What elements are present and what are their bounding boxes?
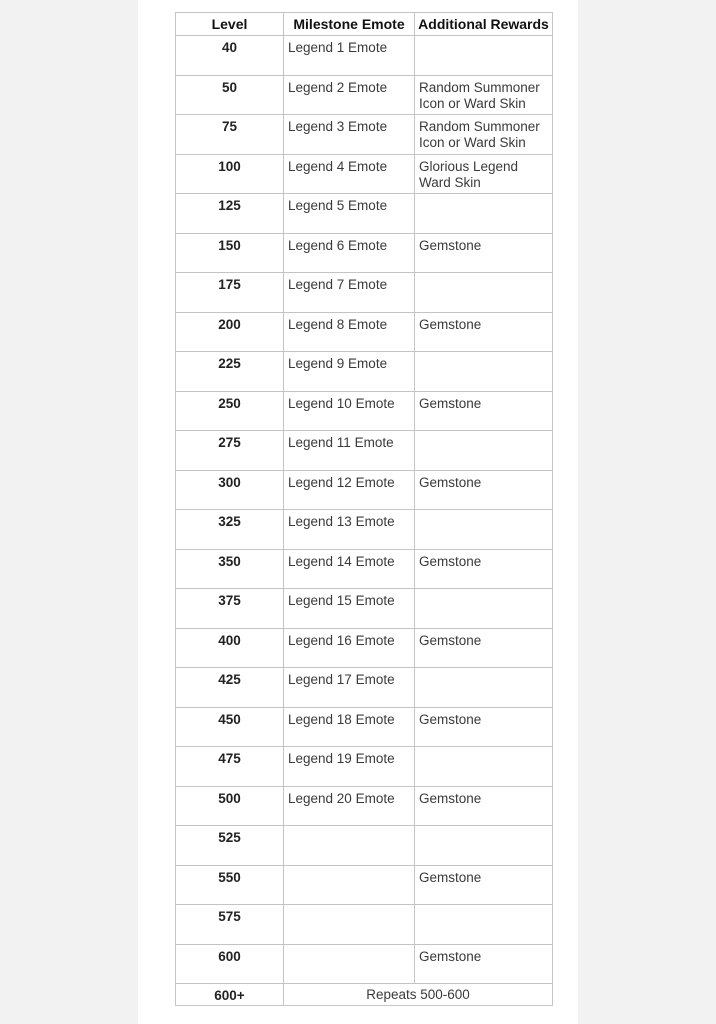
cell-level: 200 (176, 312, 284, 352)
cell-milestone-emote: Legend 7 Emote (284, 273, 415, 313)
table-row (176, 115, 553, 155)
cell-additional-reward: Gemstone (415, 628, 553, 668)
table-row (176, 589, 553, 629)
cell-level: 450 (176, 707, 284, 747)
cell-milestone-emote: Legend 11 Emote (284, 431, 415, 471)
cell-milestone-emote: Legend 17 Emote (284, 668, 415, 708)
cell-level: 100 (176, 154, 284, 194)
cell-level: 550 (176, 865, 284, 905)
cell-level: 475 (176, 747, 284, 787)
table-row (176, 391, 553, 431)
table-row (176, 36, 553, 76)
table-row (176, 194, 553, 234)
cell-level: 50 (176, 75, 284, 115)
cell-milestone-emote: Legend 10 Emote (284, 391, 415, 431)
cell-additional-reward (415, 194, 553, 234)
cell-milestone-emote: Legend 18 Emote (284, 707, 415, 747)
cell-level: 75 (176, 115, 284, 155)
cell-level: 500 (176, 786, 284, 826)
cell-level: 425 (176, 668, 284, 708)
cell-level: 525 (176, 826, 284, 866)
table-row (176, 431, 553, 471)
table-row (176, 549, 553, 589)
cell-additional-reward (415, 431, 553, 471)
cell-additional-reward: Gemstone (415, 391, 553, 431)
cell-milestone-emote: Legend 12 Emote (284, 470, 415, 510)
cell-additional-reward (415, 510, 553, 550)
cell-level: 125 (176, 194, 284, 234)
table-row (176, 747, 553, 787)
cell-level: 600+ (176, 984, 284, 1006)
cell-milestone-emote: Legend 5 Emote (284, 194, 415, 234)
cell-level: 40 (176, 36, 284, 76)
table-row-footer (176, 984, 553, 1006)
cell-additional-reward (415, 589, 553, 629)
cell-additional-reward: Gemstone (415, 865, 553, 905)
table-row (176, 510, 553, 550)
cell-additional-reward (415, 668, 553, 708)
table-row (176, 312, 553, 352)
cell-milestone-emote: Legend 3 Emote (284, 115, 415, 155)
cell-repeats-note: Repeats 500-600 (284, 984, 553, 1006)
cell-milestone-emote: Legend 8 Emote (284, 312, 415, 352)
cell-additional-reward (415, 747, 553, 787)
cell-milestone-emote (284, 865, 415, 905)
table-row (176, 273, 553, 313)
table-row (176, 154, 553, 194)
cell-additional-reward: Glorious Legend Ward Skin (415, 154, 553, 194)
rewards-table (175, 12, 553, 1006)
cell-level: 300 (176, 470, 284, 510)
cell-additional-reward: Gemstone (415, 470, 553, 510)
table-row (176, 470, 553, 510)
cell-additional-reward: Random Summoner Icon or Ward Skin (415, 75, 553, 115)
cell-milestone-emote: Legend 6 Emote (284, 233, 415, 273)
cell-additional-reward: Gemstone (415, 707, 553, 747)
cell-milestone-emote: Legend 20 Emote (284, 786, 415, 826)
cell-milestone-emote: Legend 13 Emote (284, 510, 415, 550)
cell-milestone-emote: Legend 16 Emote (284, 628, 415, 668)
cell-milestone-emote: Legend 1 Emote (284, 36, 415, 76)
table-row (176, 865, 553, 905)
table-row (176, 628, 553, 668)
cell-level: 575 (176, 905, 284, 945)
table-row (176, 786, 553, 826)
cell-level: 400 (176, 628, 284, 668)
cell-additional-reward (415, 273, 553, 313)
table-row (176, 905, 553, 945)
table-header-row (176, 13, 553, 36)
header-level: Level (176, 13, 284, 36)
cell-milestone-emote: Legend 4 Emote (284, 154, 415, 194)
cell-additional-reward (415, 352, 553, 392)
header-milestone-emote: Milestone Emote (284, 13, 415, 36)
cell-level: 250 (176, 391, 284, 431)
table-row (176, 668, 553, 708)
cell-milestone-emote: Legend 9 Emote (284, 352, 415, 392)
cell-milestone-emote (284, 905, 415, 945)
cell-level: 275 (176, 431, 284, 471)
table-row (176, 233, 553, 273)
header-additional-rewards: Additional Rewards (415, 13, 553, 36)
cell-additional-reward: Gemstone (415, 549, 553, 589)
cell-level: 225 (176, 352, 284, 392)
cell-level: 325 (176, 510, 284, 550)
cell-additional-reward: Gemstone (415, 312, 553, 352)
table-body (176, 36, 553, 1006)
cell-additional-reward: Random Summoner Icon or Ward Skin (415, 115, 553, 155)
cell-milestone-emote: Legend 19 Emote (284, 747, 415, 787)
cell-level: 600 (176, 944, 284, 984)
table-row (176, 707, 553, 747)
cell-milestone-emote: Legend 14 Emote (284, 549, 415, 589)
cell-level: 350 (176, 549, 284, 589)
cell-level: 175 (176, 273, 284, 313)
table-row (176, 944, 553, 984)
cell-milestone-emote: Legend 15 Emote (284, 589, 415, 629)
cell-additional-reward: Gemstone (415, 944, 553, 984)
cell-additional-reward (415, 36, 553, 76)
table-row (176, 352, 553, 392)
cell-additional-reward (415, 905, 553, 945)
document-page (138, 0, 578, 1024)
cell-level: 375 (176, 589, 284, 629)
cell-milestone-emote (284, 944, 415, 984)
cell-level: 150 (176, 233, 284, 273)
cell-additional-reward: Gemstone (415, 786, 553, 826)
cell-additional-reward (415, 826, 553, 866)
table-row (176, 826, 553, 866)
cell-milestone-emote: Legend 2 Emote (284, 75, 415, 115)
table-row (176, 75, 553, 115)
cell-additional-reward: Gemstone (415, 233, 553, 273)
cell-milestone-emote (284, 826, 415, 866)
